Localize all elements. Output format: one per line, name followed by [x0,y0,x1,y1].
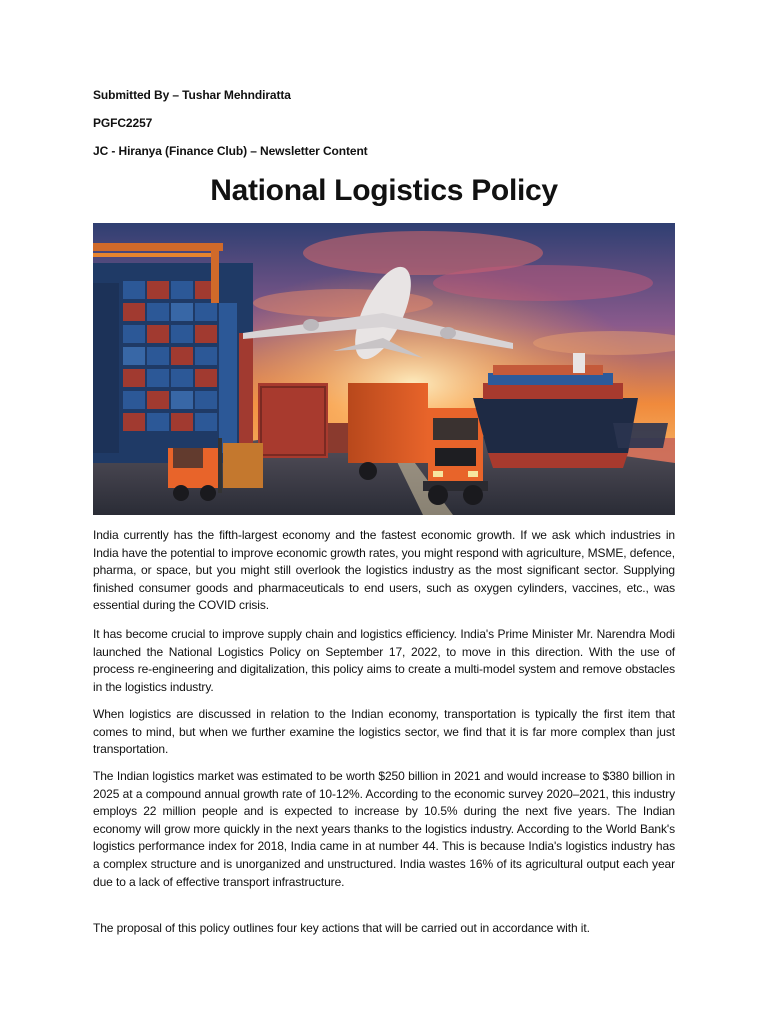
page-title: National Logistics Policy [210,174,558,207]
paragraph-5: The proposal of this policy outlines four key actions that will be carried out in accordance with it. [93,921,590,935]
hero-image [93,223,675,515]
submitted-by-line: Submitted By – Tushar Mehndiratta [93,88,291,102]
paragraph-2: It has become crucial to improve supply chain and logistics efficiency. India's Prime Minister Mr. Narendra Modi launched the National Logistics Policy on September 17, 2022, to move in this direction. With the use of process re-engineering and digitalization, this policy aims to create a multi-model system and remove obstacles in the logistics industry. [93,627,675,694]
roll-number-line: PGFC2257 [93,116,153,130]
paragraph-1: India currently has the fifth-largest economy and the fastest economic growth. If we ask which industries in India have the potential to improve economic growth rates, you might respond with agriculture, MSME, defence, pharma, or space, but you might still overlook the logistics industry as the most significant sector. Supplying finished consumer goods and pharmaceuticals to end users, such as oxygen cylinders, vaccines, etc., was essential during the COVID crisis. [93,528,675,613]
club-line: JC - Hiranya (Finance Club) – Newsletter Content [93,144,368,158]
paragraph-4: The Indian logistics market was estimated to be worth $250 billion in 2021 and would increase to $380 billion in 2025 at a compound annual growth rate of 10-12%. According to the economic survey 2020–2021, this industry employs 22 million people and is expected to increase by 10.5% during the next five years. The Indian economy will grow more quickly in the next years thanks to the logistics industry. According to the World Bank's logistics performance index for 2018, India came in at number 44. This is because India's logistics industry has a complex structure and is unorganized and unstructured. India wastes 16% of its agricultural output each year due to a lack of effective transport infrastructure. [93,769,675,889]
paragraph-3: When logistics are discussed in relation to the Indian economy, transportation is typically the first item that comes to mind, but when we further examine the logistics sector, we find that it is far more complex than just transportation. [93,707,675,757]
